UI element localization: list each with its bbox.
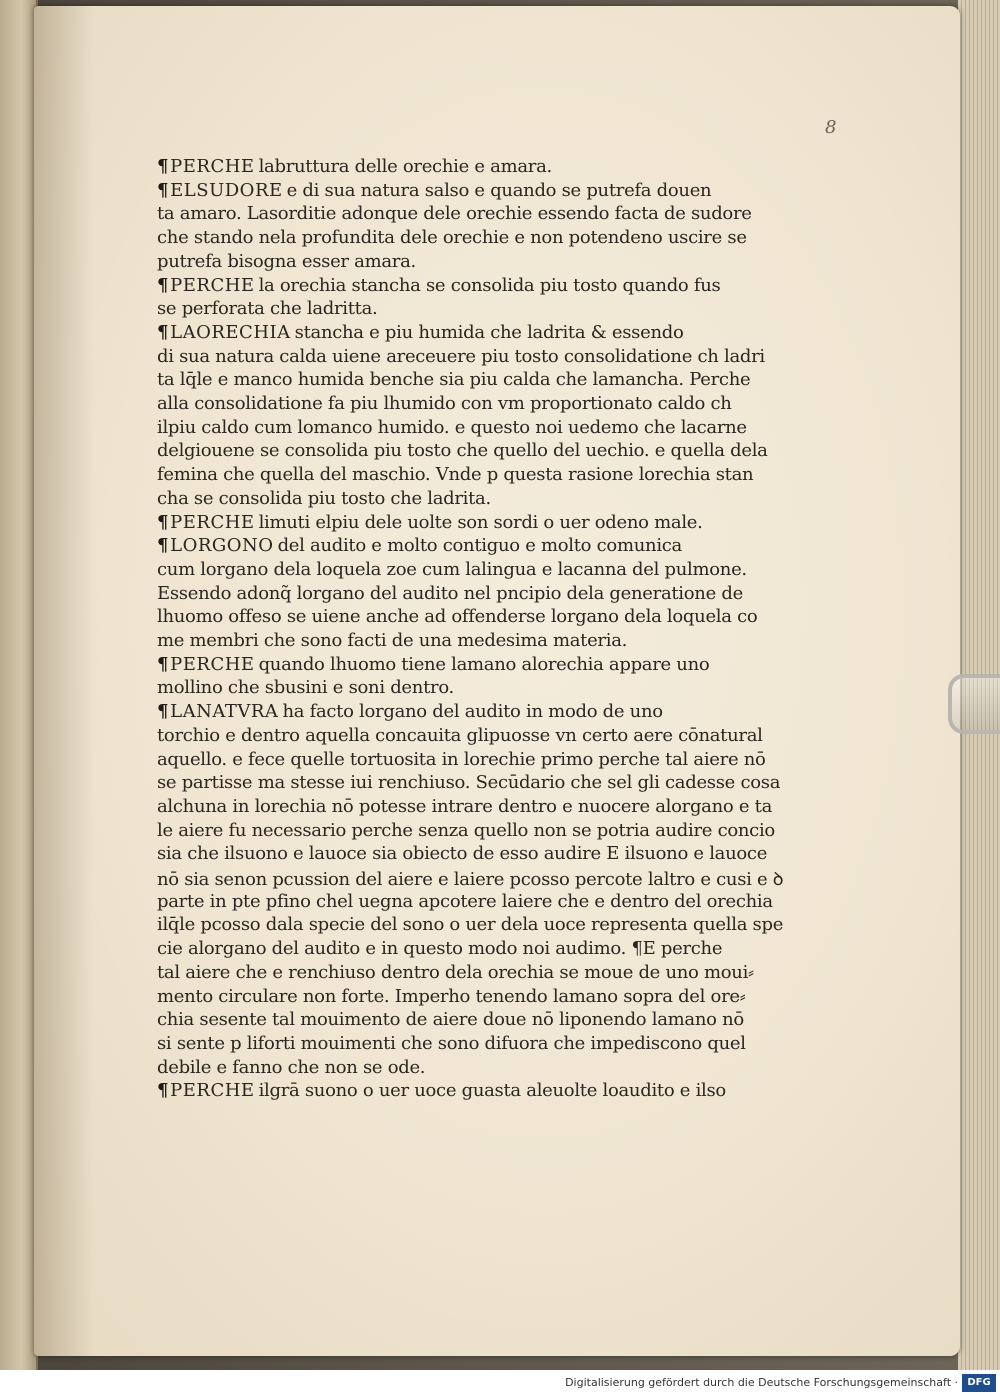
text-line xyxy=(157,867,783,891)
left-page-stack xyxy=(0,0,38,1370)
text-line xyxy=(157,1033,746,1054)
paragraph-mark: ¶ xyxy=(157,1080,169,1102)
line-text: limuti elpiu dele uolte son sordi o uer odeno male. xyxy=(258,511,703,533)
paragraph-mark: ¶ xyxy=(157,156,169,177)
rubric-heading: ELSUDORE xyxy=(170,179,283,201)
text-line xyxy=(157,369,750,390)
text-line xyxy=(157,1009,744,1030)
text-line xyxy=(157,275,720,296)
text-line xyxy=(157,440,768,461)
page-clip xyxy=(948,674,1000,734)
line-text: nō sia senon pcussion del aiere e laiere pcosso percote laltro e cusi e ꝺ xyxy=(157,869,784,890)
rubric-heading: PERCHE xyxy=(170,511,255,533)
line-text: parte in pte pfino chel uegna apcotere laiere che e dentro del orechia xyxy=(157,890,773,912)
line-text: le aiere fu necessario perche senza quello non se potria audire concio xyxy=(157,819,775,841)
line-text: ilgrā suono o uer uoce guasta aleuolte loaudito e ilso xyxy=(258,1080,726,1102)
text-line xyxy=(157,393,732,414)
line-text: labruttura delle orechie e amara. xyxy=(258,156,552,177)
line-text: delgiouene se consolida piu tosto che quello del uechio. e quella dela xyxy=(157,440,768,462)
text-line xyxy=(157,725,763,746)
text-line xyxy=(157,583,743,604)
line-text: mollino che sbusini e soni dentro. xyxy=(157,677,454,699)
footer-credit: Digitalisierung gefördert durch die Deutsche Forschungsgemeinschaft · xyxy=(565,1376,958,1389)
text-line xyxy=(157,488,491,509)
line-text: Essendo adonq̃ lorgano del audito nel pncipio dela generatione de xyxy=(157,582,743,604)
line-text: mento circulare non forte. Imperho tenendo lamano sopra del ore⸗ xyxy=(157,985,746,1007)
line-text: se partisse ma stesse iui renchiuso. Secūdario che sel gli cadesse cosa xyxy=(157,772,781,794)
line-text: cha se consolida piu tosto che ladrita. xyxy=(157,487,491,509)
line-text: si sente p liforti mouimenti che sono difuora che impediscono quel xyxy=(157,1032,746,1054)
text-line xyxy=(157,962,754,983)
text-line xyxy=(157,203,752,224)
rubric-heading: PERCHE xyxy=(170,653,255,675)
text-line xyxy=(157,346,765,367)
text-line xyxy=(157,512,703,533)
line-text: debile e fanno che non se ode. xyxy=(157,1056,426,1078)
text-line xyxy=(157,843,767,864)
line-text: ilpiu caldo cum lomanco humido. e questo noi uedemo che lacarne xyxy=(157,416,747,438)
paragraph-mark: ¶ xyxy=(157,274,169,296)
text-line xyxy=(157,749,766,770)
line-text: cie alorgano del audito e in questo modo noi audimo. ¶E perche xyxy=(157,938,723,960)
line-text: torchio e dentro aquella concauita glipuosse vn certo aere cōnatural xyxy=(157,724,763,746)
page-number: 8 xyxy=(825,117,837,138)
text-line xyxy=(157,772,780,793)
line-text: cum lorgano dela loquela zoe cum lalingua e lacanna del pulmone. xyxy=(157,558,747,580)
line-text: e di sua natura salso e quando se putrefa douen xyxy=(286,179,712,201)
text-line xyxy=(157,820,775,841)
line-text: sia che ilsuono e lauoce sia obiecto de esso audire E ilsuono e lauoce xyxy=(157,843,768,865)
paragraph-mark: ¶ xyxy=(157,653,169,675)
line-text: putrefa bisogna esser amara. xyxy=(157,250,416,272)
line-text: aquello. e fece quelle tortuosita in lorechie primo perche tal aiere nō xyxy=(157,748,766,770)
text-line xyxy=(157,156,552,177)
text-line xyxy=(157,891,773,912)
line-text: alla consolidatione fa piu lhumido con vm proportionato caldo ch xyxy=(157,393,732,414)
line-text: la orechia stancha se consolida piu tosto quando fus xyxy=(258,274,721,296)
rubric-heading: LAORECHIA xyxy=(170,321,291,343)
line-text: quando lhuomo tiene lamano alorechia appare uno xyxy=(258,653,710,675)
line-text: ta amaro. Lasorditie adonque dele orechie essendo facta de sudore xyxy=(157,203,752,225)
line-text: ilq̄le pcosso dala specie del sono o uer dela uoce representa quella spe xyxy=(157,914,784,936)
text-line xyxy=(157,1080,726,1101)
line-text: che stando nela profundita dele orechie e non potendeno uscire se xyxy=(157,227,747,249)
rubric-heading: LORGONO xyxy=(170,535,274,557)
rubric-heading: LANATVRA xyxy=(170,701,279,723)
line-text: di sua natura calda uiene areceuere piu tosto consolidatione ch ladri xyxy=(157,345,765,367)
line-text: femina che quella del maschio. Vnde p questa rasione lorechia stan xyxy=(157,464,754,486)
rubric-heading: PERCHE xyxy=(170,1080,255,1102)
paragraph-mark: ¶ xyxy=(157,511,169,533)
line-text: alchuna in lorechia nō potesse intrare dentro e nuocere alorgano e ta xyxy=(157,795,772,817)
dfg-logo: DFG xyxy=(962,1374,996,1392)
paragraph-mark: ¶ xyxy=(157,321,169,343)
line-text: lhuomo offeso se uiene anche ad offenderse lorgano dela loquela co xyxy=(157,606,758,628)
rubric-heading: PERCHE xyxy=(170,274,255,296)
line-text: tal aiere che e renchiuso dentro dela orechia se moue de uno moui⸗ xyxy=(157,961,754,983)
text-line xyxy=(157,227,747,248)
text-line xyxy=(157,938,722,959)
text-line xyxy=(157,180,711,201)
text-line xyxy=(157,701,663,722)
line-text: ha facto lorgano del audito in modo de uno xyxy=(282,701,663,723)
paragraph-mark: ¶ xyxy=(157,179,169,201)
text-line xyxy=(157,654,709,675)
footer-bar xyxy=(0,1370,1000,1397)
line-text: ta lq̄le e manco humida benche sia piu calda che lamancha. Perche xyxy=(157,369,751,391)
text-line xyxy=(157,298,377,319)
line-text: chia sesente tal mouimento de aiere doue nō liponendo lamano nō xyxy=(157,1009,744,1031)
text-line xyxy=(157,630,627,651)
text-line xyxy=(157,914,783,935)
line-text: se perforata che ladritta. xyxy=(157,298,378,320)
text-line xyxy=(157,535,682,556)
text-line xyxy=(157,322,684,343)
gutter-shadow xyxy=(34,6,94,1356)
paragraph-mark: ¶ xyxy=(157,701,169,723)
paragraph-mark: ¶ xyxy=(157,535,169,557)
line-text: me membri che sono facti de una medesima materia. xyxy=(157,630,628,651)
text-line xyxy=(157,986,745,1007)
text-line xyxy=(157,417,747,438)
line-text: stancha e piu humida che ladrita & essendo xyxy=(294,321,684,343)
text-line xyxy=(157,1057,425,1078)
line-text: del audito e molto contiguo e molto comunica xyxy=(277,535,682,557)
text-line xyxy=(157,559,747,580)
text-line xyxy=(157,251,416,272)
rubric-heading: PERCHE xyxy=(170,156,255,177)
text-line xyxy=(157,464,753,485)
text-line xyxy=(157,606,757,627)
text-line xyxy=(157,796,772,817)
text-line xyxy=(157,677,454,698)
